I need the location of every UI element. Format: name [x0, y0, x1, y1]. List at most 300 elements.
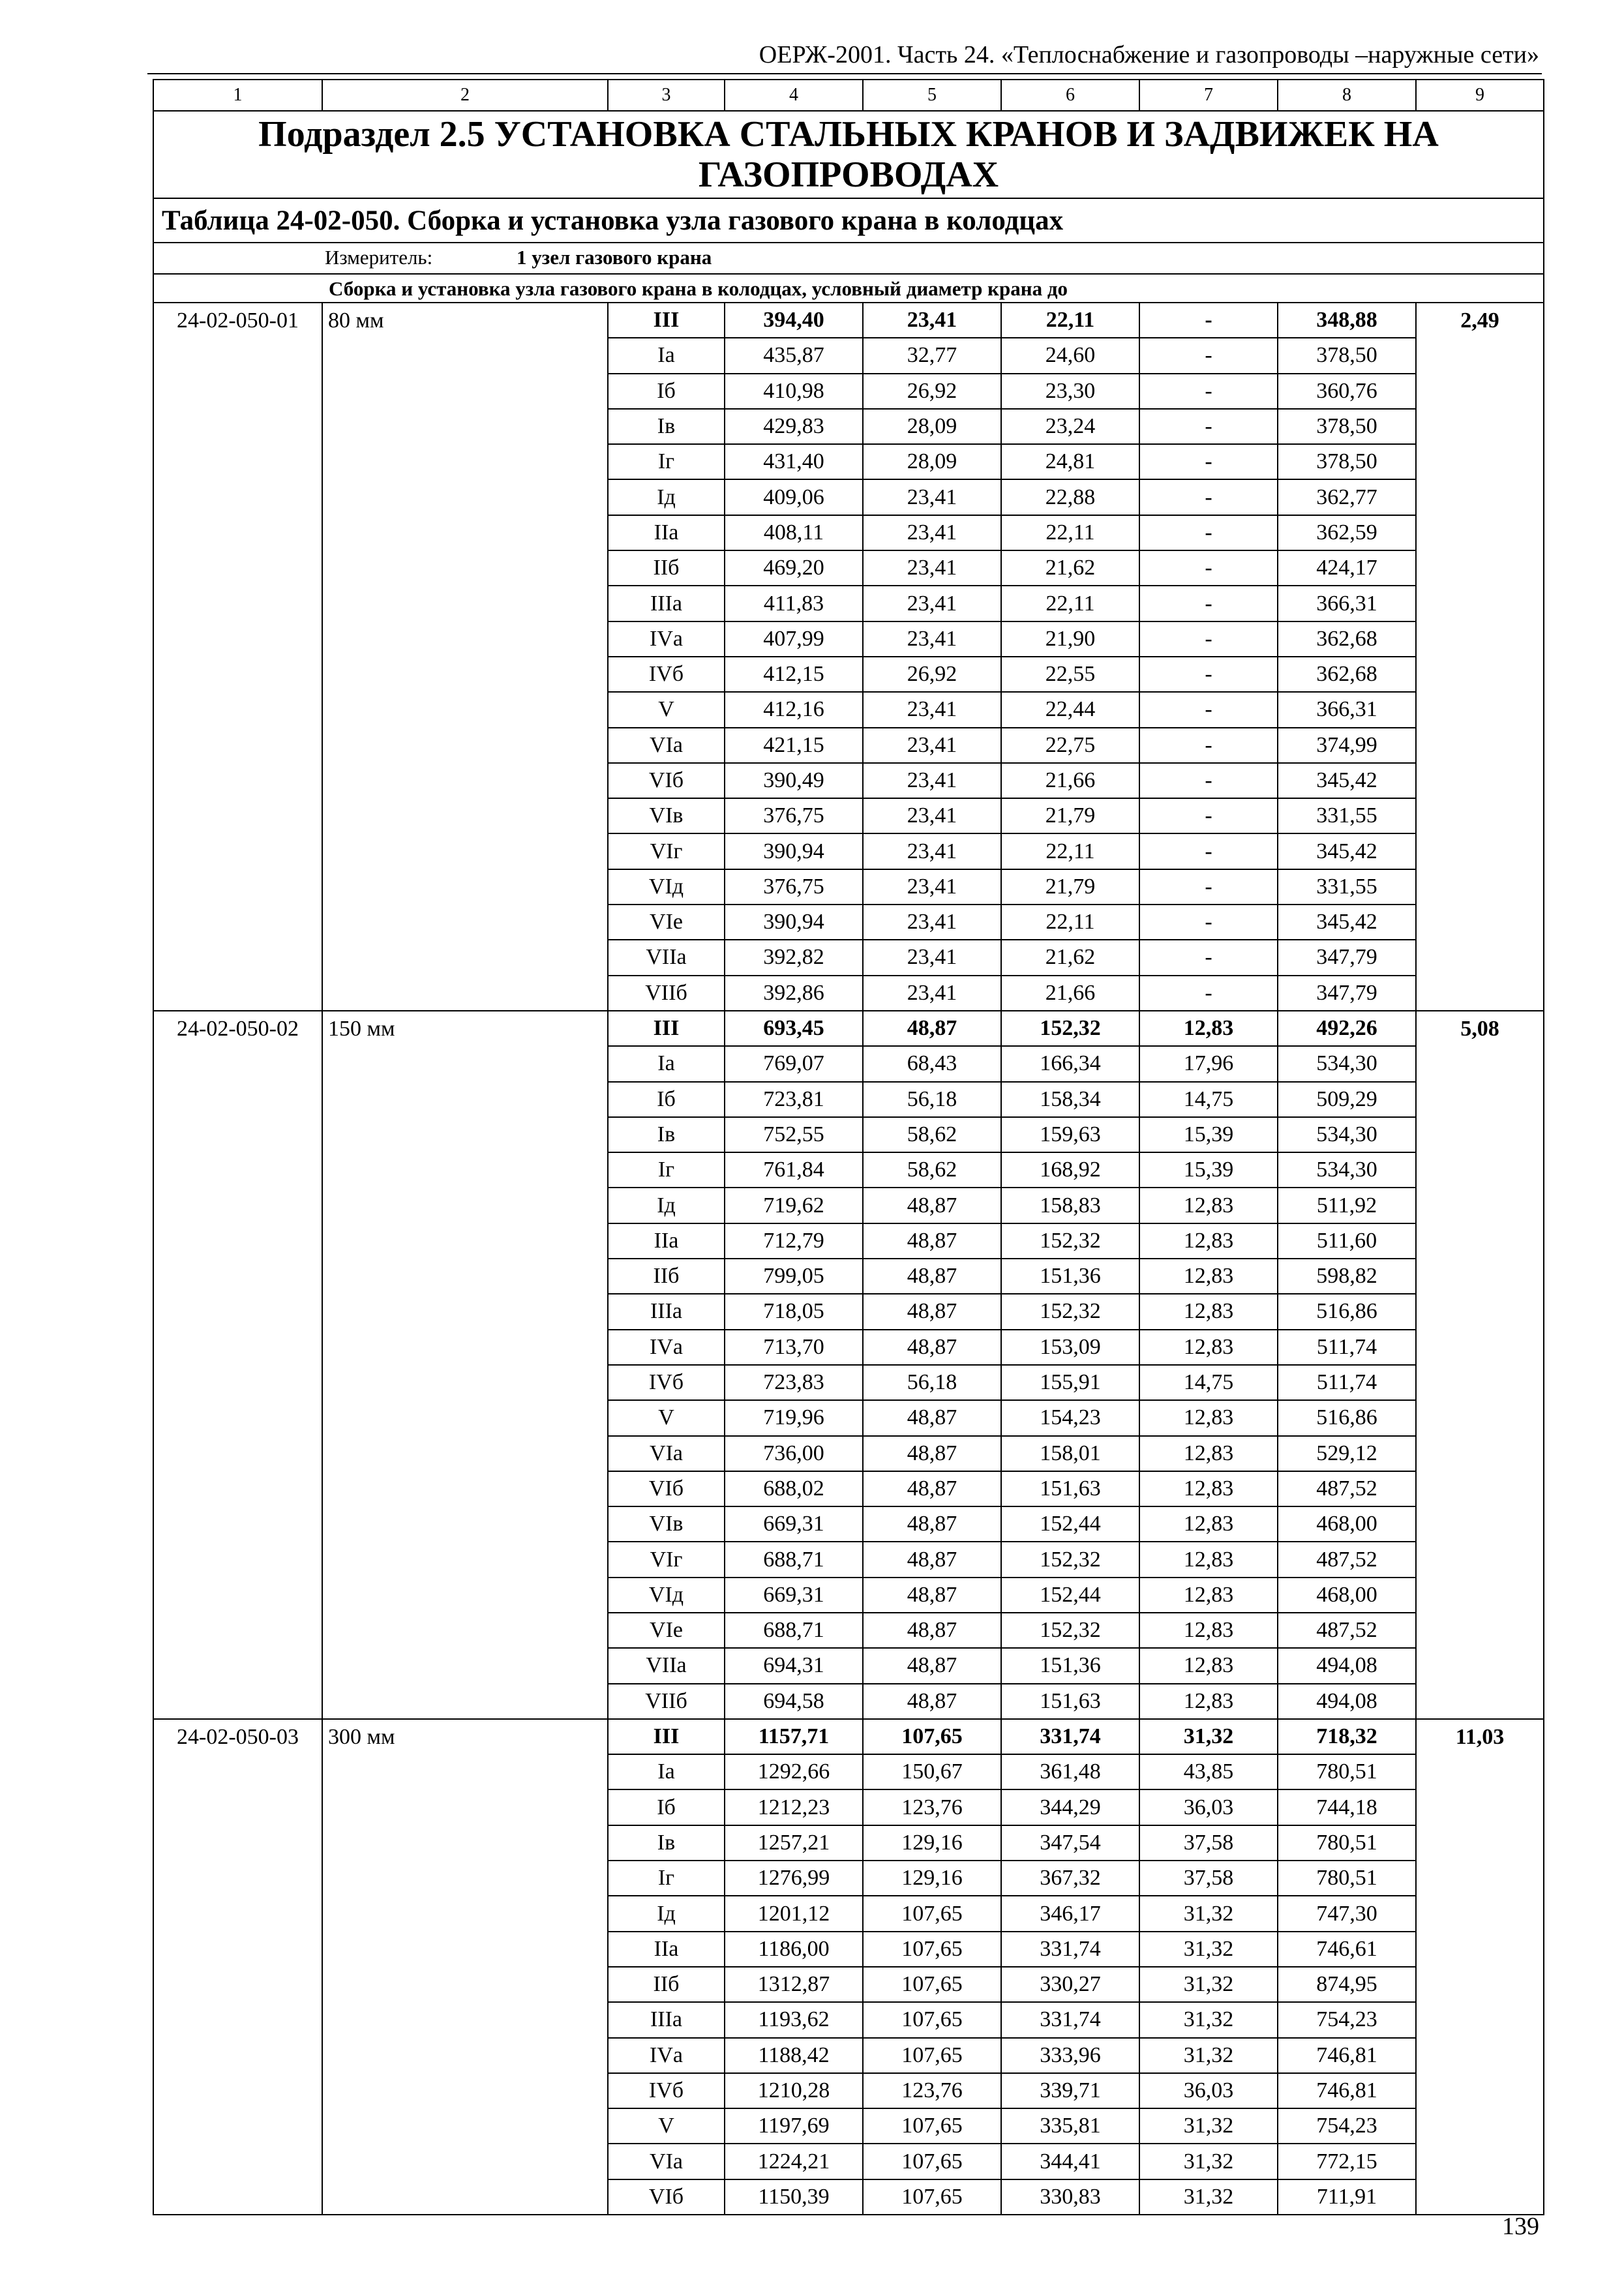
price-total: 431,40 — [725, 444, 863, 479]
zone-class: IIб — [608, 1967, 725, 2002]
price-total: 669,31 — [725, 1578, 863, 1613]
zone-class: Iд — [608, 1896, 725, 1931]
table-title: Таблица 24-02-050. Сборка и установка узла газового крана в колодцах — [153, 198, 1544, 243]
price-total: 1193,62 — [725, 2002, 863, 2037]
zone-class: IIа — [608, 515, 725, 550]
price-labor: 23,41 — [863, 869, 1001, 905]
price-machinist-wages: - — [1139, 444, 1278, 479]
table-body — [153, 80, 1544, 2215]
subheading: Сборка и установка узла газового крана в колодцах, условный диаметр крана до — [153, 274, 1544, 303]
meter-value: 1 узел газового крана — [517, 246, 712, 269]
column-number: 8 — [1278, 80, 1416, 111]
column-number: 4 — [725, 80, 863, 111]
price-labor: 23,41 — [863, 515, 1001, 550]
column-number: 5 — [863, 80, 1001, 111]
price-materials: 511,74 — [1278, 1330, 1416, 1365]
price-machinist-wages: - — [1139, 303, 1278, 338]
price-total: 1157,71 — [725, 1719, 863, 1754]
price-labor: 48,87 — [863, 1259, 1001, 1294]
price-machinist-wages: - — [1139, 763, 1278, 798]
zone-class: VIг — [608, 1542, 725, 1577]
price-total: 1210,28 — [725, 2073, 863, 2108]
price-materials: 874,95 — [1278, 1967, 1416, 2002]
price-machinist-wages: 12,83 — [1139, 1436, 1278, 1471]
price-materials: 487,52 — [1278, 1542, 1416, 1577]
price-labor: 23,41 — [863, 586, 1001, 621]
price-materials: 345,42 — [1278, 763, 1416, 798]
page-number: 139 — [1502, 2213, 1539, 2240]
table-row — [153, 303, 1544, 338]
price-machines: 330,27 — [1001, 1967, 1139, 2002]
price-machines: 361,48 — [1001, 1754, 1139, 1789]
zone-class: VIIб — [608, 1684, 725, 1719]
price-machinist-wages: 31,32 — [1139, 1896, 1278, 1931]
price-materials: 362,68 — [1278, 657, 1416, 692]
price-labor: 23,41 — [863, 976, 1001, 1011]
price-materials: 780,51 — [1278, 1861, 1416, 1896]
price-materials: 511,74 — [1278, 1365, 1416, 1400]
price-labor: 28,09 — [863, 444, 1001, 479]
price-machinist-wages: 31,32 — [1139, 2038, 1278, 2073]
price-machinist-wages: - — [1139, 586, 1278, 621]
price-total: 1257,21 — [725, 1825, 863, 1861]
price-total: 376,75 — [725, 798, 863, 833]
zone-class: IIIа — [608, 586, 725, 621]
column-number-row — [153, 80, 1544, 111]
price-machinist-wages: 31,32 — [1139, 2108, 1278, 2144]
price-materials: 487,52 — [1278, 1613, 1416, 1648]
zone-class: IIа — [608, 1223, 725, 1259]
price-machines: 152,32 — [1001, 1613, 1139, 1648]
price-total: 408,11 — [725, 515, 863, 550]
price-materials: 744,18 — [1278, 1789, 1416, 1825]
price-machinist-wages: 31,32 — [1139, 2002, 1278, 2037]
price-total: 390,94 — [725, 833, 863, 869]
price-total: 421,15 — [725, 728, 863, 763]
price-machinist-wages: - — [1139, 833, 1278, 869]
price-labor: 23,41 — [863, 728, 1001, 763]
price-materials: 345,42 — [1278, 833, 1416, 869]
price-labor: 23,41 — [863, 550, 1001, 586]
rate-code: 24-02-050-03 — [153, 1719, 322, 2215]
price-total: 1276,99 — [725, 1861, 863, 1896]
price-materials: 362,77 — [1278, 479, 1416, 515]
labor-hours: 5,08 — [1416, 1011, 1544, 1719]
zone-class: IVб — [608, 2073, 725, 2108]
price-machinist-wages: 43,85 — [1139, 1754, 1278, 1789]
price-labor: 107,65 — [863, 2108, 1001, 2144]
price-machinist-wages: - — [1139, 869, 1278, 905]
zone-class: Iг — [608, 1152, 725, 1188]
price-machines: 158,83 — [1001, 1188, 1139, 1223]
price-labor: 48,87 — [863, 1684, 1001, 1719]
rates-table — [153, 79, 1544, 2215]
price-labor: 107,65 — [863, 2144, 1001, 2179]
price-machinist-wages: - — [1139, 338, 1278, 373]
price-total: 1292,66 — [725, 1754, 863, 1789]
zone-class: VIб — [608, 1471, 725, 1506]
price-total: 412,16 — [725, 692, 863, 727]
price-machinist-wages: - — [1139, 728, 1278, 763]
price-labor: 58,62 — [863, 1152, 1001, 1188]
price-materials: 362,59 — [1278, 515, 1416, 550]
price-labor: 56,18 — [863, 1082, 1001, 1117]
price-machines: 344,29 — [1001, 1789, 1139, 1825]
zone-class: IVа — [608, 1330, 725, 1365]
price-materials: 511,92 — [1278, 1188, 1416, 1223]
zone-class: V — [608, 2108, 725, 2144]
price-machines: 346,17 — [1001, 1896, 1139, 1931]
price-materials: 747,30 — [1278, 1896, 1416, 1931]
price-machinist-wages: 12,83 — [1139, 1648, 1278, 1683]
price-materials: 378,50 — [1278, 409, 1416, 444]
price-total: 693,45 — [725, 1011, 863, 1046]
header-rule — [147, 73, 1542, 74]
price-machines: 152,32 — [1001, 1223, 1139, 1259]
price-materials: 424,17 — [1278, 550, 1416, 586]
price-total: 718,05 — [725, 1294, 863, 1329]
price-materials: 754,23 — [1278, 2108, 1416, 2144]
price-machines: 339,71 — [1001, 2073, 1139, 2108]
price-materials: 494,08 — [1278, 1684, 1416, 1719]
meter-cell — [153, 243, 1544, 274]
price-machinist-wages: 12,83 — [1139, 1578, 1278, 1613]
zone-class: III — [608, 1719, 725, 1754]
price-materials: 534,30 — [1278, 1117, 1416, 1152]
price-materials: 772,15 — [1278, 2144, 1416, 2179]
price-machines: 24,60 — [1001, 338, 1139, 373]
price-machines: 151,36 — [1001, 1648, 1139, 1683]
price-machines: 335,81 — [1001, 2108, 1139, 2144]
price-labor: 107,65 — [863, 2002, 1001, 2037]
price-labor: 23,41 — [863, 940, 1001, 975]
zone-class: Iа — [608, 1046, 725, 1081]
price-materials: 468,00 — [1278, 1506, 1416, 1542]
price-total: 1224,21 — [725, 2144, 863, 2179]
price-labor: 129,16 — [863, 1861, 1001, 1896]
price-machines: 22,55 — [1001, 657, 1139, 692]
price-total: 719,62 — [725, 1188, 863, 1223]
meter-row — [153, 243, 1544, 274]
price-labor: 107,65 — [863, 1932, 1001, 1967]
labor-hours: 11,03 — [1416, 1719, 1544, 2215]
price-labor: 48,87 — [863, 1188, 1001, 1223]
zone-class: Iа — [608, 338, 725, 373]
price-machines: 151,36 — [1001, 1259, 1139, 1294]
zone-class: VIв — [608, 1506, 725, 1542]
price-total: 1312,87 — [725, 1967, 863, 2002]
price-labor: 23,41 — [863, 621, 1001, 657]
price-machinist-wages: 37,58 — [1139, 1825, 1278, 1861]
price-machines: 168,92 — [1001, 1152, 1139, 1188]
price-labor: 48,87 — [863, 1294, 1001, 1329]
zone-class: VIIб — [608, 976, 725, 1011]
price-machines: 23,30 — [1001, 374, 1139, 409]
price-labor: 68,43 — [863, 1046, 1001, 1081]
price-machines: 22,11 — [1001, 515, 1139, 550]
price-labor: 23,41 — [863, 798, 1001, 833]
price-total: 712,79 — [725, 1223, 863, 1259]
price-total: 390,49 — [725, 763, 863, 798]
zone-class: VIа — [608, 2144, 725, 2179]
valve-diameter: 80 мм — [322, 303, 608, 1011]
price-labor: 48,87 — [863, 1542, 1001, 1577]
price-labor: 48,87 — [863, 1223, 1001, 1259]
price-machines: 331,74 — [1001, 1932, 1139, 1967]
price-machinist-wages: 15,39 — [1139, 1117, 1278, 1152]
price-total: 694,58 — [725, 1684, 863, 1719]
price-materials: 492,26 — [1278, 1011, 1416, 1046]
price-machines: 21,62 — [1001, 550, 1139, 586]
zone-class: VIа — [608, 728, 725, 763]
price-machinist-wages: - — [1139, 905, 1278, 940]
price-total: 688,71 — [725, 1613, 863, 1648]
price-machinist-wages: 36,03 — [1139, 2073, 1278, 2108]
zone-class: III — [608, 303, 725, 338]
price-machines: 158,34 — [1001, 1082, 1139, 1117]
section-title-row — [153, 111, 1544, 198]
price-machinist-wages: - — [1139, 692, 1278, 727]
price-materials: 374,99 — [1278, 728, 1416, 763]
price-labor: 48,87 — [863, 1578, 1001, 1613]
zone-class: Iб — [608, 1082, 725, 1117]
zone-class: V — [608, 1400, 725, 1435]
price-machinist-wages: 31,32 — [1139, 2144, 1278, 2179]
column-number: 3 — [608, 80, 725, 111]
price-machines: 152,32 — [1001, 1011, 1139, 1046]
price-materials: 534,30 — [1278, 1152, 1416, 1188]
zone-class: Iг — [608, 444, 725, 479]
zone-class: IVб — [608, 1365, 725, 1400]
price-machines: 22,11 — [1001, 905, 1139, 940]
price-machines: 151,63 — [1001, 1471, 1139, 1506]
valve-diameter: 150 мм — [322, 1011, 608, 1719]
zone-class: VIв — [608, 798, 725, 833]
price-labor: 107,65 — [863, 1719, 1001, 1754]
price-total: 713,70 — [725, 1330, 863, 1365]
price-materials: 378,50 — [1278, 338, 1416, 373]
price-labor: 23,41 — [863, 833, 1001, 869]
price-total: 435,87 — [725, 338, 863, 373]
price-machinist-wages: 31,32 — [1139, 1967, 1278, 2002]
price-machinist-wages: 12,83 — [1139, 1259, 1278, 1294]
price-labor: 123,76 — [863, 2073, 1001, 2108]
price-materials: 360,76 — [1278, 374, 1416, 409]
price-labor: 107,65 — [863, 2038, 1001, 2073]
price-materials: 366,31 — [1278, 692, 1416, 727]
zone-class: IVа — [608, 2038, 725, 2073]
rate-code: 24-02-050-01 — [153, 303, 322, 1011]
labor-hours: 2,49 — [1416, 303, 1544, 1011]
zone-class: IIа — [608, 1932, 725, 1967]
price-total: 392,86 — [725, 976, 863, 1011]
price-total: 769,07 — [725, 1046, 863, 1081]
price-labor: 48,87 — [863, 1436, 1001, 1471]
price-machines: 151,63 — [1001, 1684, 1139, 1719]
price-machines: 152,44 — [1001, 1506, 1139, 1542]
price-machinist-wages: - — [1139, 550, 1278, 586]
table-title-row — [153, 198, 1544, 243]
zone-class: VIд — [608, 869, 725, 905]
price-machinist-wages: - — [1139, 479, 1278, 515]
price-total: 390,94 — [725, 905, 863, 940]
price-materials: 347,79 — [1278, 940, 1416, 975]
zone-class: VIе — [608, 1613, 725, 1648]
price-labor: 107,65 — [863, 2179, 1001, 2215]
price-materials: 746,81 — [1278, 2073, 1416, 2108]
price-labor: 107,65 — [863, 1896, 1001, 1931]
price-materials: 487,52 — [1278, 1471, 1416, 1506]
zone-class: IIIа — [608, 1294, 725, 1329]
price-total: 761,84 — [725, 1152, 863, 1188]
price-materials: 598,82 — [1278, 1259, 1416, 1294]
price-machinist-wages: 12,83 — [1139, 1400, 1278, 1435]
price-machines: 367,32 — [1001, 1861, 1139, 1896]
price-labor: 23,41 — [863, 763, 1001, 798]
price-labor: 129,16 — [863, 1825, 1001, 1861]
zone-class: VIб — [608, 2179, 725, 2215]
price-labor: 23,41 — [863, 303, 1001, 338]
zone-class: IIб — [608, 1259, 725, 1294]
price-machinist-wages: 31,32 — [1139, 1719, 1278, 1754]
price-total: 719,96 — [725, 1400, 863, 1435]
price-machines: 330,83 — [1001, 2179, 1139, 2215]
zone-class: VIг — [608, 833, 725, 869]
price-materials: 516,86 — [1278, 1294, 1416, 1329]
price-machinist-wages: 12,83 — [1139, 1613, 1278, 1648]
price-machinist-wages: - — [1139, 976, 1278, 1011]
price-labor: 32,77 — [863, 338, 1001, 373]
price-total: 411,83 — [725, 586, 863, 621]
price-machinist-wages: 31,32 — [1139, 1932, 1278, 1967]
price-labor: 150,67 — [863, 1754, 1001, 1789]
zone-class: Iв — [608, 409, 725, 444]
price-total: 723,83 — [725, 1365, 863, 1400]
price-machines: 22,88 — [1001, 479, 1139, 515]
price-labor: 26,92 — [863, 657, 1001, 692]
price-machines: 331,74 — [1001, 2002, 1139, 2037]
price-machines: 24,81 — [1001, 444, 1139, 479]
price-machines: 22,11 — [1001, 303, 1139, 338]
column-number: 7 — [1139, 80, 1278, 111]
price-machinist-wages: 37,58 — [1139, 1861, 1278, 1896]
price-machines: 22,11 — [1001, 833, 1139, 869]
price-materials: 366,31 — [1278, 586, 1416, 621]
subheading-row — [153, 274, 1544, 303]
price-total: 1188,42 — [725, 2038, 863, 2073]
price-total: 469,20 — [725, 550, 863, 586]
price-total: 1186,00 — [725, 1932, 863, 1967]
price-labor: 23,41 — [863, 692, 1001, 727]
price-machines: 152,32 — [1001, 1294, 1139, 1329]
zone-class: Iб — [608, 1789, 725, 1825]
price-machinist-wages: - — [1139, 798, 1278, 833]
price-materials: 746,61 — [1278, 1932, 1416, 1967]
price-machines: 21,90 — [1001, 621, 1139, 657]
price-total: 394,40 — [725, 303, 863, 338]
price-labor: 48,87 — [863, 1648, 1001, 1683]
zone-class: III — [608, 1011, 725, 1046]
price-labor: 56,18 — [863, 1365, 1001, 1400]
zone-class: V — [608, 692, 725, 727]
price-machines: 152,44 — [1001, 1578, 1139, 1613]
price-machines: 23,24 — [1001, 409, 1139, 444]
price-machinist-wages: 12,83 — [1139, 1684, 1278, 1719]
price-total: 407,99 — [725, 621, 863, 657]
price-machinist-wages: - — [1139, 374, 1278, 409]
meter-wrap — [154, 243, 1543, 273]
price-machinist-wages: 12,83 — [1139, 1188, 1278, 1223]
price-labor: 26,92 — [863, 374, 1001, 409]
price-machines: 22,75 — [1001, 728, 1139, 763]
price-machines: 153,09 — [1001, 1330, 1139, 1365]
price-machinist-wages: - — [1139, 621, 1278, 657]
price-labor: 48,87 — [863, 1330, 1001, 1365]
price-total: 429,83 — [725, 409, 863, 444]
zone-class: Iб — [608, 374, 725, 409]
column-number: 1 — [153, 80, 322, 111]
zone-class: Iг — [608, 1861, 725, 1896]
price-machinist-wages: 12,83 — [1139, 1330, 1278, 1365]
price-machines: 333,96 — [1001, 2038, 1139, 2073]
price-materials: 516,86 — [1278, 1400, 1416, 1435]
zone-class: VIб — [608, 763, 725, 798]
zone-class: IVа — [608, 621, 725, 657]
price-materials: 718,32 — [1278, 1719, 1416, 1754]
price-machinist-wages: 12,83 — [1139, 1471, 1278, 1506]
table-row — [153, 1011, 1544, 1046]
valve-diameter: 300 мм — [322, 1719, 608, 2215]
rate-code: 24-02-050-02 — [153, 1011, 322, 1719]
price-materials: 362,68 — [1278, 621, 1416, 657]
price-materials: 780,51 — [1278, 1754, 1416, 1789]
price-total: 694,31 — [725, 1648, 863, 1683]
price-total: 669,31 — [725, 1506, 863, 1542]
price-labor: 107,65 — [863, 1967, 1001, 2002]
price-machines: 21,79 — [1001, 869, 1139, 905]
price-machines: 166,34 — [1001, 1046, 1139, 1081]
price-labor: 58,62 — [863, 1117, 1001, 1152]
price-machines: 155,91 — [1001, 1365, 1139, 1400]
price-labor: 23,41 — [863, 479, 1001, 515]
zone-class: VIIа — [608, 940, 725, 975]
price-total: 1150,39 — [725, 2179, 863, 2215]
column-number: 9 — [1416, 80, 1544, 111]
price-machines: 21,66 — [1001, 976, 1139, 1011]
column-number: 2 — [322, 80, 608, 111]
price-materials: 529,12 — [1278, 1436, 1416, 1471]
zone-class: VIд — [608, 1578, 725, 1613]
price-total: 723,81 — [725, 1082, 863, 1117]
price-labor: 48,87 — [863, 1471, 1001, 1506]
price-total: 392,82 — [725, 940, 863, 975]
price-labor: 48,87 — [863, 1011, 1001, 1046]
price-machines: 158,01 — [1001, 1436, 1139, 1471]
price-total: 799,05 — [725, 1259, 863, 1294]
price-total: 376,75 — [725, 869, 863, 905]
price-machinist-wages: 12,83 — [1139, 1223, 1278, 1259]
price-total: 1212,23 — [725, 1789, 863, 1825]
price-machines: 22,44 — [1001, 692, 1139, 727]
price-machines: 21,66 — [1001, 763, 1139, 798]
price-materials: 494,08 — [1278, 1648, 1416, 1683]
price-machinist-wages: 14,75 — [1139, 1082, 1278, 1117]
price-machinist-wages: 12,83 — [1139, 1294, 1278, 1329]
price-materials: 511,60 — [1278, 1223, 1416, 1259]
zone-class: VIIа — [608, 1648, 725, 1683]
price-labor: 28,09 — [863, 409, 1001, 444]
price-total: 410,98 — [725, 374, 863, 409]
